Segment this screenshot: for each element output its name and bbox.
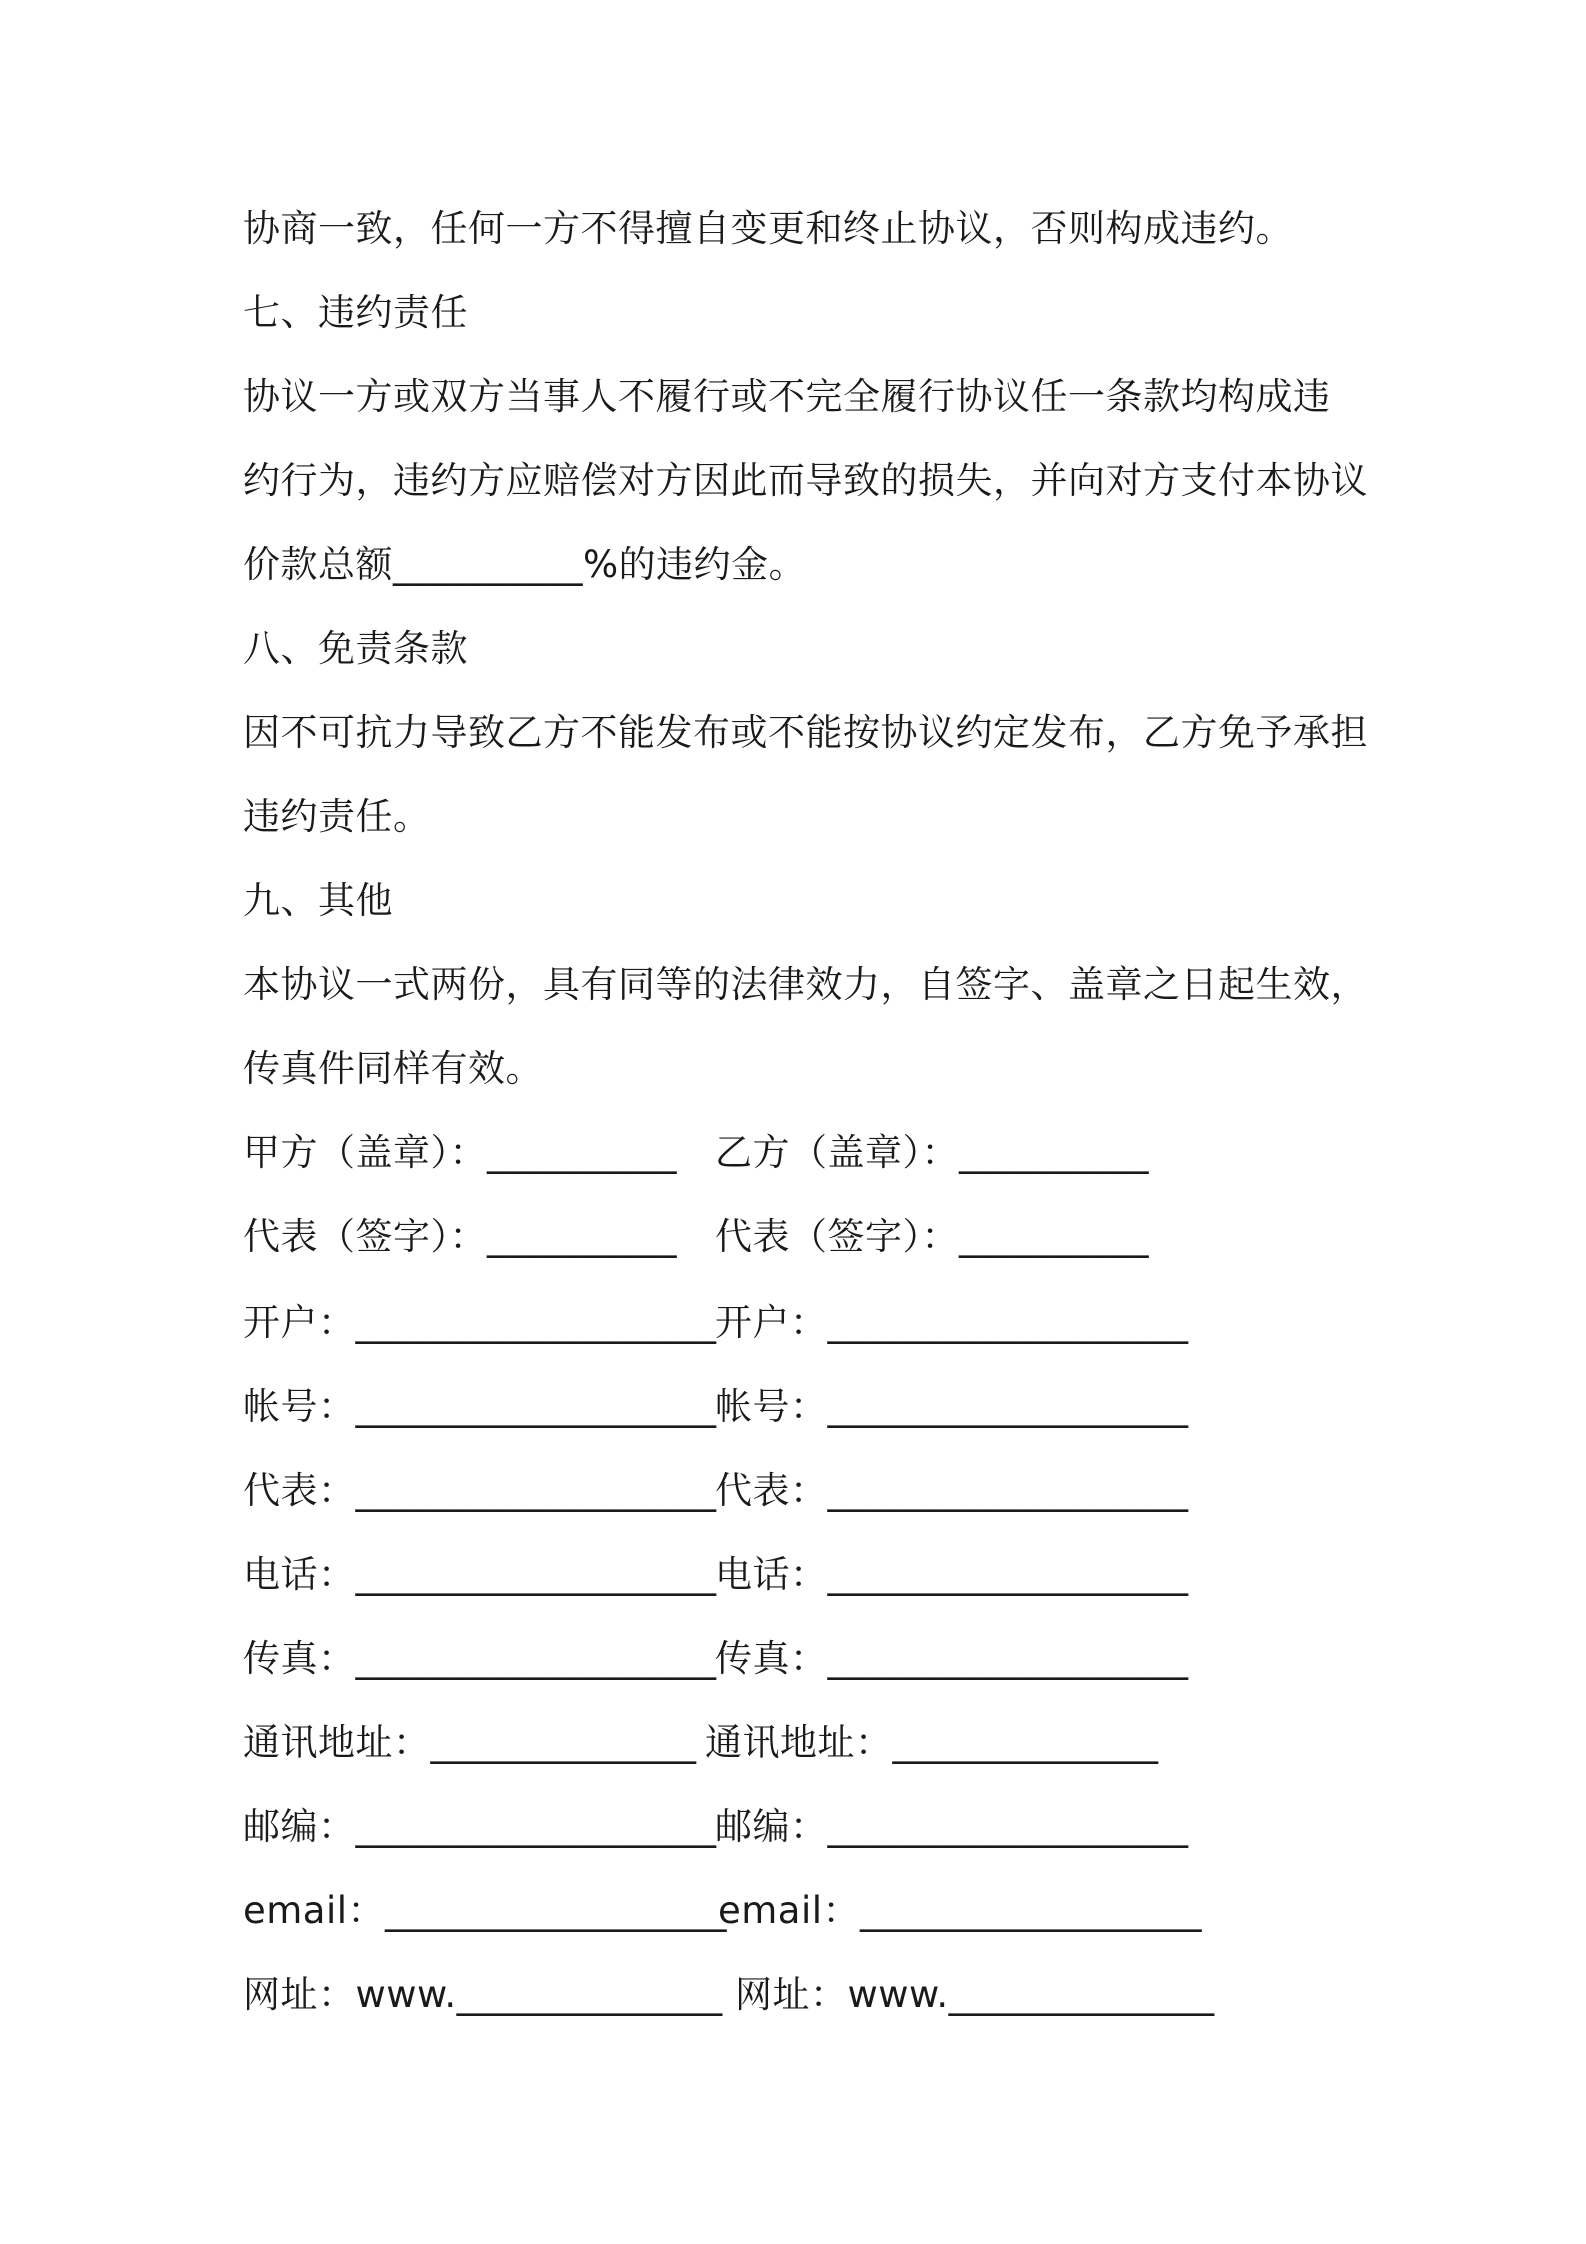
phone-a-field: 电话：___________________ [243, 1553, 717, 1596]
paragraph-text: 约行为，违约方应赔偿对方因此而导致的损失，并向对方支付本协议 [243, 459, 1368, 502]
address-b-field: 通讯地址：______________ [705, 1721, 1159, 1764]
account-a-field: 帐号：___________________ [243, 1385, 717, 1428]
fax-a-field: 传真：___________________ [243, 1637, 717, 1680]
party-b-seal-field: 乙方（盖章）：__________ [715, 1131, 1149, 1174]
party-a-seal-field: 甲方（盖章）：__________ [243, 1131, 677, 1174]
paragraph-text: 协商一致，任何一方不得擅自变更和终止协议，否则构成违约。 [243, 207, 1293, 250]
email-a-field: email：__________________ [243, 1889, 728, 1932]
paragraph-text: 协议一方或双方当事人不履行或不完全履行协议任一条款均构成违 [243, 375, 1331, 418]
bank-b-field: 开户：___________________ [715, 1301, 1189, 1344]
fax-b-field: 传真：___________________ [715, 1637, 1189, 1680]
website-a-field: 网址：www.______________ [243, 1973, 723, 2016]
account-b-field: 帐号：___________________ [715, 1385, 1189, 1428]
paragraph-text: 本协议一式两份，具有同等的法律效力，自签字、盖章之日起生效， [243, 963, 1368, 1006]
rep-b-sign-field: 代表（签字）：__________ [715, 1215, 1149, 1258]
paragraph-text: 违约责任。 [243, 795, 431, 838]
website-b-field: 网址：www.______________ [735, 1973, 1215, 2016]
paragraph-text: 价款总额__________%的违约金。 [243, 543, 807, 586]
rep-b-field: 代表：___________________ [715, 1469, 1189, 1512]
paragraph-text: 传真件同样有效。 [243, 1047, 543, 1090]
email-b-field: email：__________________ [718, 1889, 1203, 1932]
address-a-field: 通讯地址：______________ [243, 1721, 697, 1764]
phone-b-field: 电话：___________________ [715, 1553, 1189, 1596]
bank-a-field: 开户：___________________ [243, 1301, 717, 1344]
zip-b-field: 邮编：___________________ [715, 1805, 1189, 1848]
rep-a-field: 代表：___________________ [243, 1469, 717, 1512]
section-heading-other: 九、其他 [243, 879, 393, 922]
section-heading-exemption: 八、免责条款 [243, 627, 468, 670]
section-heading-breach-liability: 七、违约责任 [243, 291, 468, 334]
zip-a-field: 邮编：___________________ [243, 1805, 717, 1848]
rep-a-sign-field: 代表（签字）：__________ [243, 1215, 677, 1258]
paragraph-text: 因不可抗力导致乙方不能发布或不能按协议约定发布，乙方免予承担 [243, 711, 1368, 754]
